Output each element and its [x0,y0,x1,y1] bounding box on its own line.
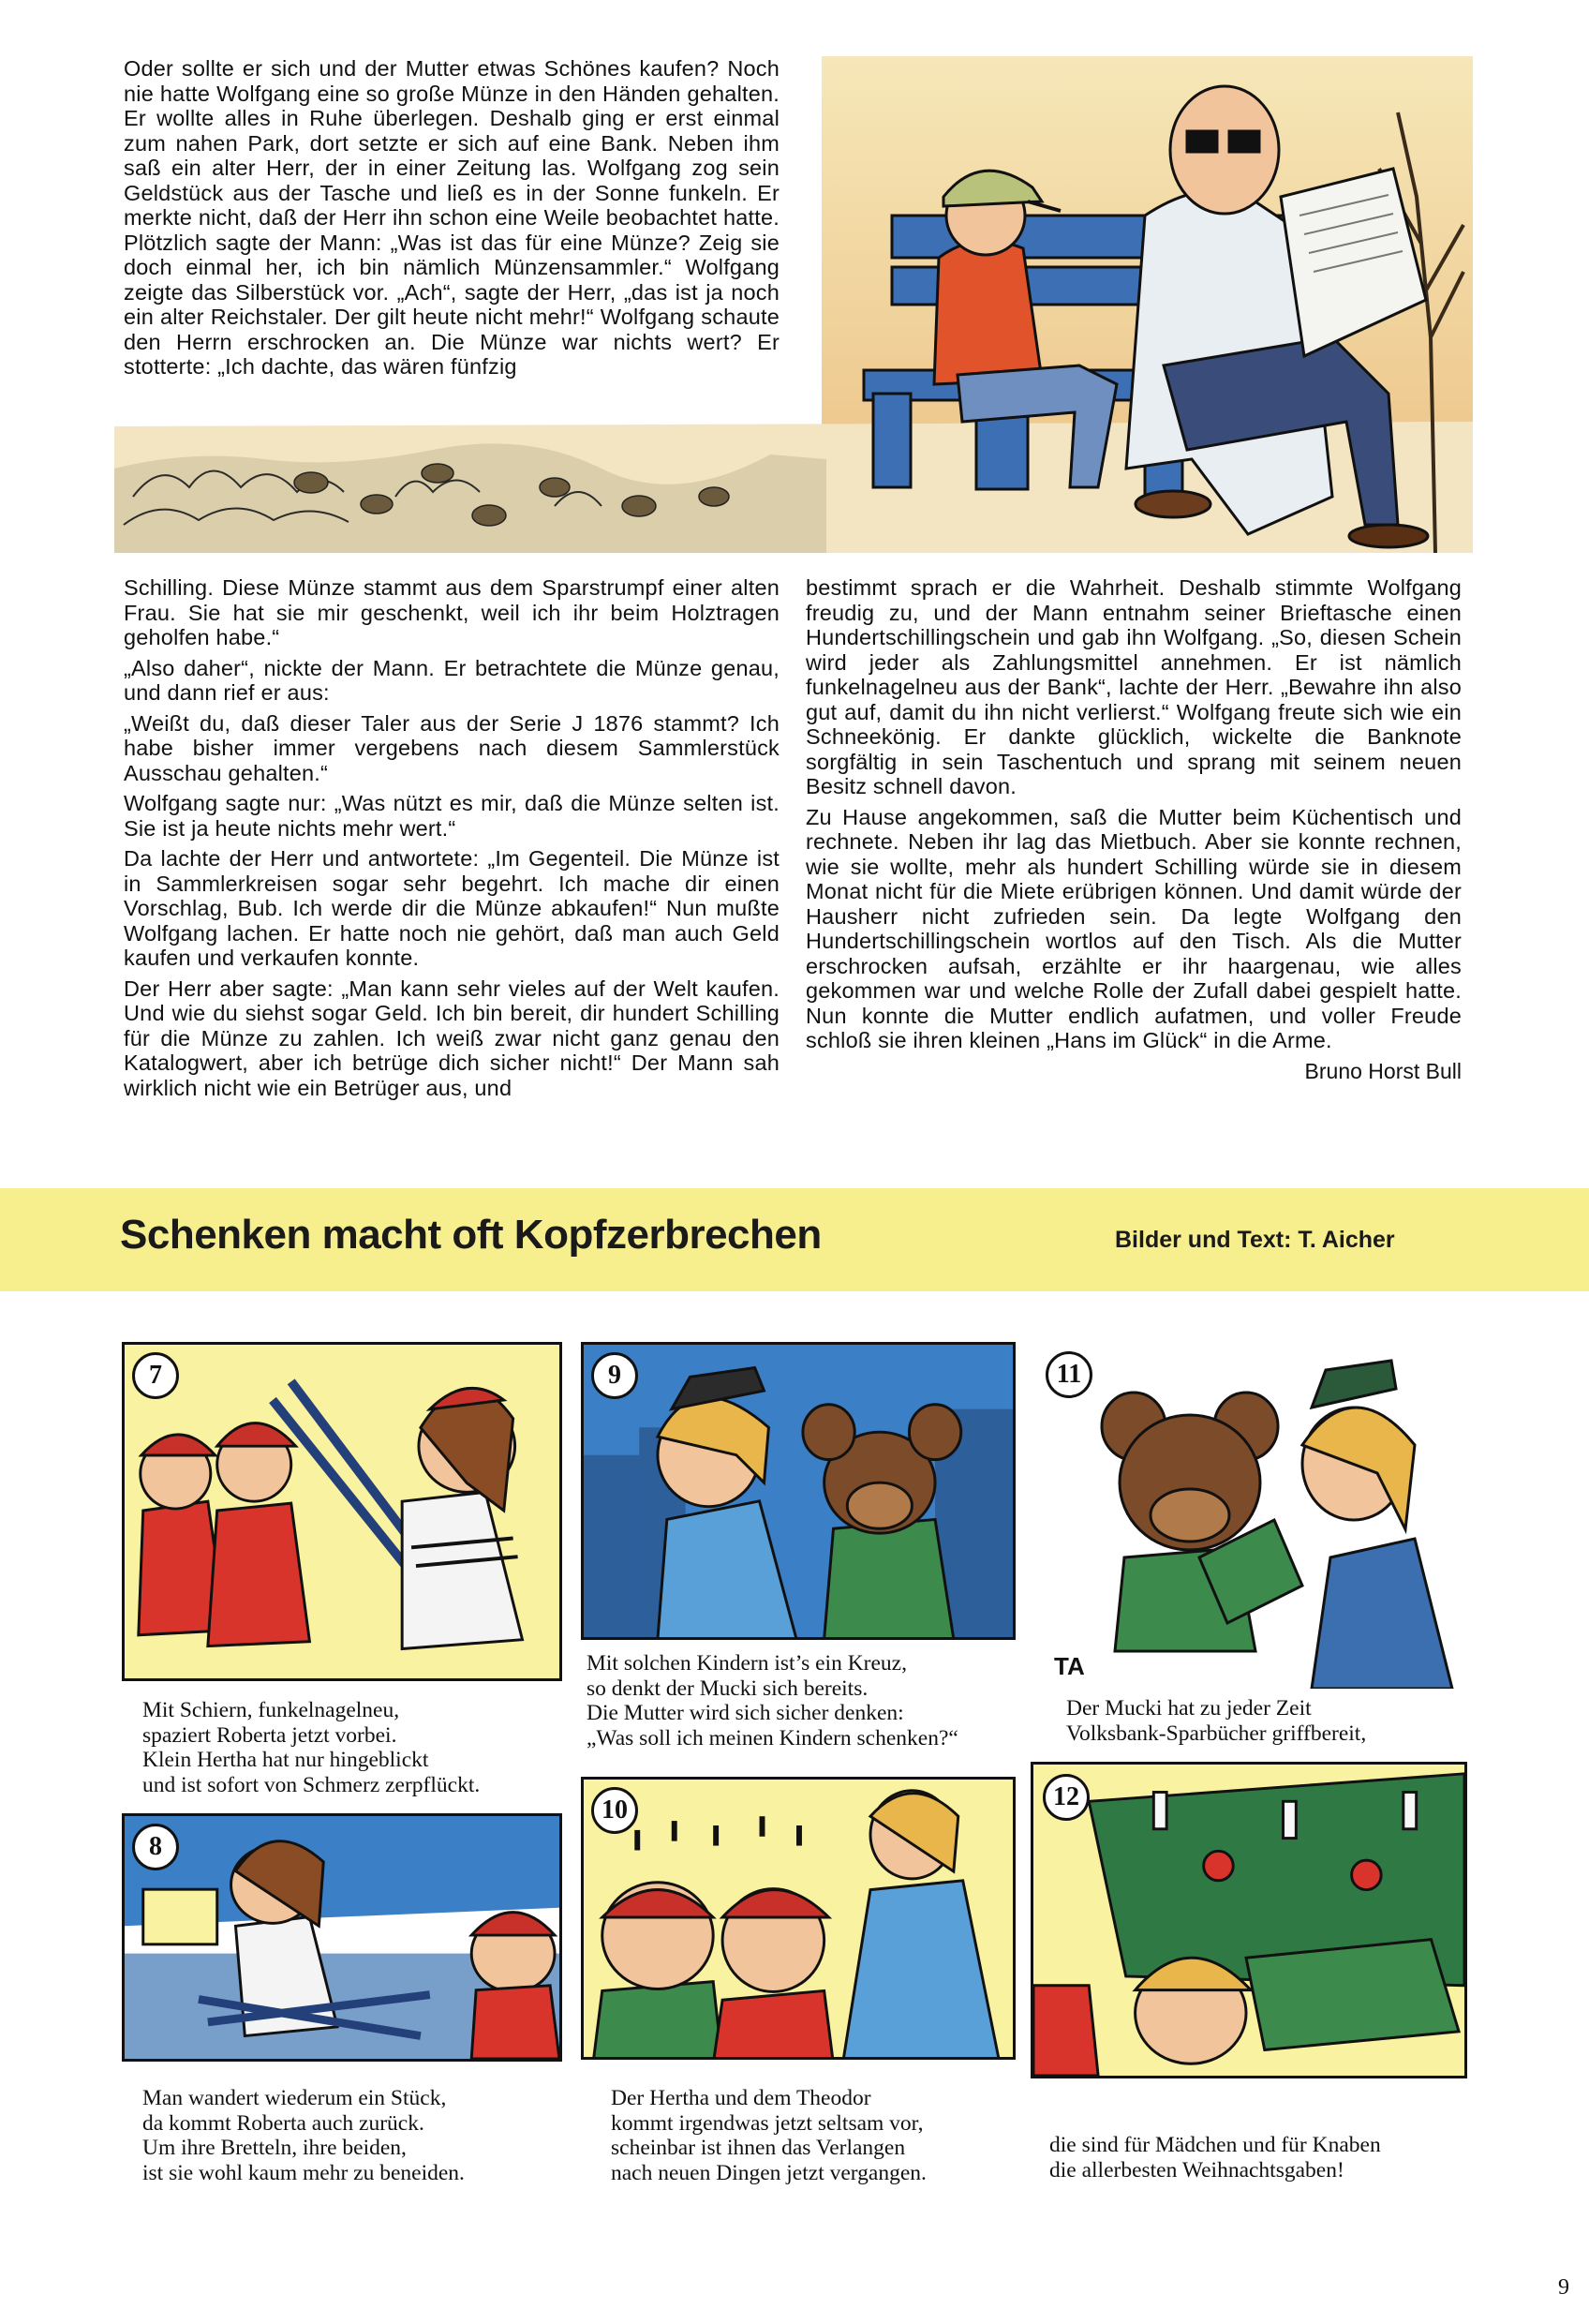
caption-line: Mit Schiern, funkelnagelneu, [142,1698,400,1722]
story-column-right [806,575,1462,1084]
story-paragraph: Oder sollte er sich und der Mutter etwas Schönes kaufen? Noch nie hatte Wolfgang eine so große Münze in den Händen gehalten. Er wollte alles in Ruhe überlegen. Deshalb ging er erst einmal zum nahen Park, dort setzte er sich auf eine Bank. Neben ihm saß ein alter Herr, der in einer Zeitung las. Wolfgang zog sein Geldstück aus der Tasche und ließ es in der Sonne funkeln. Er merkte nicht, daß der Herr ihn schon eine Weile beobachtet hatte. Plötzlich sagte der Mann: „Was ist das für eine Münze? Zeig sie doch einmal her, ich bin nämlich Münzensammler.“ Wolfgang zeigte das Silberstück vor. „Ach“, sagte der Herr, „das ist ja noch ein alter Reichstaler. Der gilt heute nicht mehr!“ Wolfgang schaute den Herrn erschrocken an. Die Münze war nichts wert? Er stotterte: „Ich dachte, das wären fünfzig [124,56,780,379]
comic-panel-12 [1031,1762,1467,2078]
panel-8-drawing [125,1816,559,2059]
panel-11-caption [1066,1696,1366,1746]
story-paragraph: Wolfgang sagte nur: „Was nützt es mir, daß die Münze selten ist. Sie ist ja heute nichts mehr wert.“ [124,791,780,841]
story-paragraph: „Weißt du, daß dieser Taler aus der Serie J 1876 stammt? Ich habe bisher immer vergebens nach diesem Sammlerstück Ausschau gehalten.“ [124,710,780,785]
story-author: Bruno Horst Bull [1304,1058,1462,1083]
story-paragraph: Da lachte der Herr und antwortete: „Im Gegenteil. Die Münze ist in Sammlerkreisen sogar sehr begehrt. Ich mache dir einen Vorschlag, Bub. Ich werde dir die Münze abkaufen!“ Nun mußte Wolfgang lachen. Er hatte noch nie gehört, daß man auch Geld kaufen und verkaufen konnte. [124,846,780,970]
panel-number-badge: 9 [591,1352,638,1399]
comic-panel-7 [122,1342,562,1681]
panel-7-caption [142,1698,480,1797]
panel-number-badge: 7 [132,1352,179,1399]
caption-line: Mit solchen Kindern ist’s ein Kreuz, [587,1651,907,1676]
panel-number-badge: 11 [1046,1351,1092,1398]
panel-10-drawing [584,1780,1013,2057]
story-paragraph: Schilling. Diese Münze stammt aus dem Sparstrumpf einer alten Frau. Sie hat sie mir geschenkt, weil ich ihr beim Holztragen geholfen habe.“ [124,575,780,649]
panel-number-badge: 8 [132,1824,179,1870]
panel-10-caption [611,2086,927,2185]
panel-7-drawing [125,1345,559,1678]
caption-line: Der Mucki hat zu jeder Zeit [1066,1696,1312,1721]
panel-8-caption [142,2086,465,2185]
caption-line: Man wandert wiederum ein Stück, [142,2086,447,2110]
caption-line: spaziert Roberta jetzt vorbei. [142,1722,397,1748]
comic-panel-9 [581,1342,1016,1640]
caption-line: „Was soll ich meinen Kindern schenken?“ [587,1725,958,1750]
story-paragraph: „Also daher“, nickte der Mann. Er betrachtete die Münze genau, und dann rief er aus: [124,655,780,705]
page-number: 9 [1558,2275,1569,2300]
caption-line: da kommt Roberta auch zurück. [142,2110,424,2136]
story-paragraph: Zu Hause angekommen, saß die Mutter beim Küchentisch und rechnete. Neben ihr lag das Mietbuch. Aber sie konnte rechnen, wie sie wollte, mehr als hundert Schilling würde sie in diesem Monat nicht für die Miete erübrigen können. Und damit würde der Hausherr nicht zufrieden sein. Da legte Wolfgang den Hundertschillingschein wortlos auf den Tisch. Als die Mutter erschrocken aufsah, erzählte er ihr haargenau, wie alles gekommen war und welche Rolle der Zufall dabei gespielt hatte. Nun konnte die Mutter endlich aufatmen, und voller Freude schloß sie ihren kleinen „Hans im Glück“ in die Arme. [806,804,1462,1052]
panel-12-drawing [1033,1765,1464,2076]
caption-line: Die Mutter wird sich sicher denken: [587,1701,904,1725]
caption-line: die allerbesten Weihnachtsgaben! [1049,2157,1344,2182]
artist-signature: TA [1054,1652,1085,1680]
caption-line: Volksbank-Sparbücher griffbereit, [1066,1721,1367,1746]
story-paragraph: bestimmt sprach er die Wahrheit. Deshalb stimmte Wolfgang freudig zu, und der Mann entnahm seiner Brieftasche einen Hundertschillingschein und gab ihn Wolfgang. „So, diesen Schein wird jeder als Zahlungsmittel annehmen. Er ist nämlich funkelnagelneu aus der Bank“, lachte der Herr. „Bewahre ihn also gut auf, damit du ihn nicht verlierst.“ Wolfgang freute sich wie ein Schneekönig. Er dankte glücklich, wickelte die Banknote sorgfältig in sein Taschentuch und sprang mit seinem neuen Besitz schnell davon. [806,575,1462,798]
caption-line: und ist sofort von Schmerz zerpflückt. [142,1772,481,1797]
story-column-left [124,575,780,1100]
story-intro [124,56,780,380]
caption-line: nach neuen Dingen jetzt vergangen. [611,2160,927,2185]
comic-title: Schenken macht oft Kopfzerbrechen [120,1212,822,1258]
panel-number-badge: 10 [591,1787,638,1834]
panel-12-caption [1049,2133,1381,2182]
panel-11-drawing [1031,1342,1467,1689]
caption-line: Der Hertha und dem Theodor [611,2086,871,2110]
panel-number-badge: 12 [1043,1774,1090,1821]
comic-panel-8 [122,1813,562,2062]
caption-line: Um ihre Bretteln, ihre beiden, [142,2136,407,2160]
caption-line: so denkt der Mucki sich bereits. [587,1676,869,1701]
comic-credit: Bilder und Text: T. Aicher [1115,1227,1395,1253]
caption-line: die sind für Mädchen und für Knaben [1049,2133,1381,2157]
caption-line: Klein Hertha hat nur hingeblickt [142,1748,429,1772]
panel-9-caption [587,1651,958,1750]
panel-9-drawing [584,1345,1013,1637]
comic-panel-10 [581,1777,1016,2060]
comic-panel-11 [1031,1342,1467,1689]
caption-line: ist sie wohl kaum mehr zu beneiden. [142,2160,465,2185]
caption-line: kommt irgendwas jetzt seltsam vor, [611,2110,924,2136]
story-paragraph: Der Herr aber sagte: „Man kann sehr vieles auf der Welt kaufen. Und wie du siehst sogar Geld. Ich bin bereit, dir hundert Schilling für die Münze zu zahlen. Ich weiß zwar nicht ganz genau den Katalogwert, aber ich betrüge dich sicher nicht!“ Der Mann sah wirklich nicht wie ein Betrüger aus, und [124,976,780,1100]
caption-line: scheinbar ist ihnen das Verlangen [611,2136,906,2160]
